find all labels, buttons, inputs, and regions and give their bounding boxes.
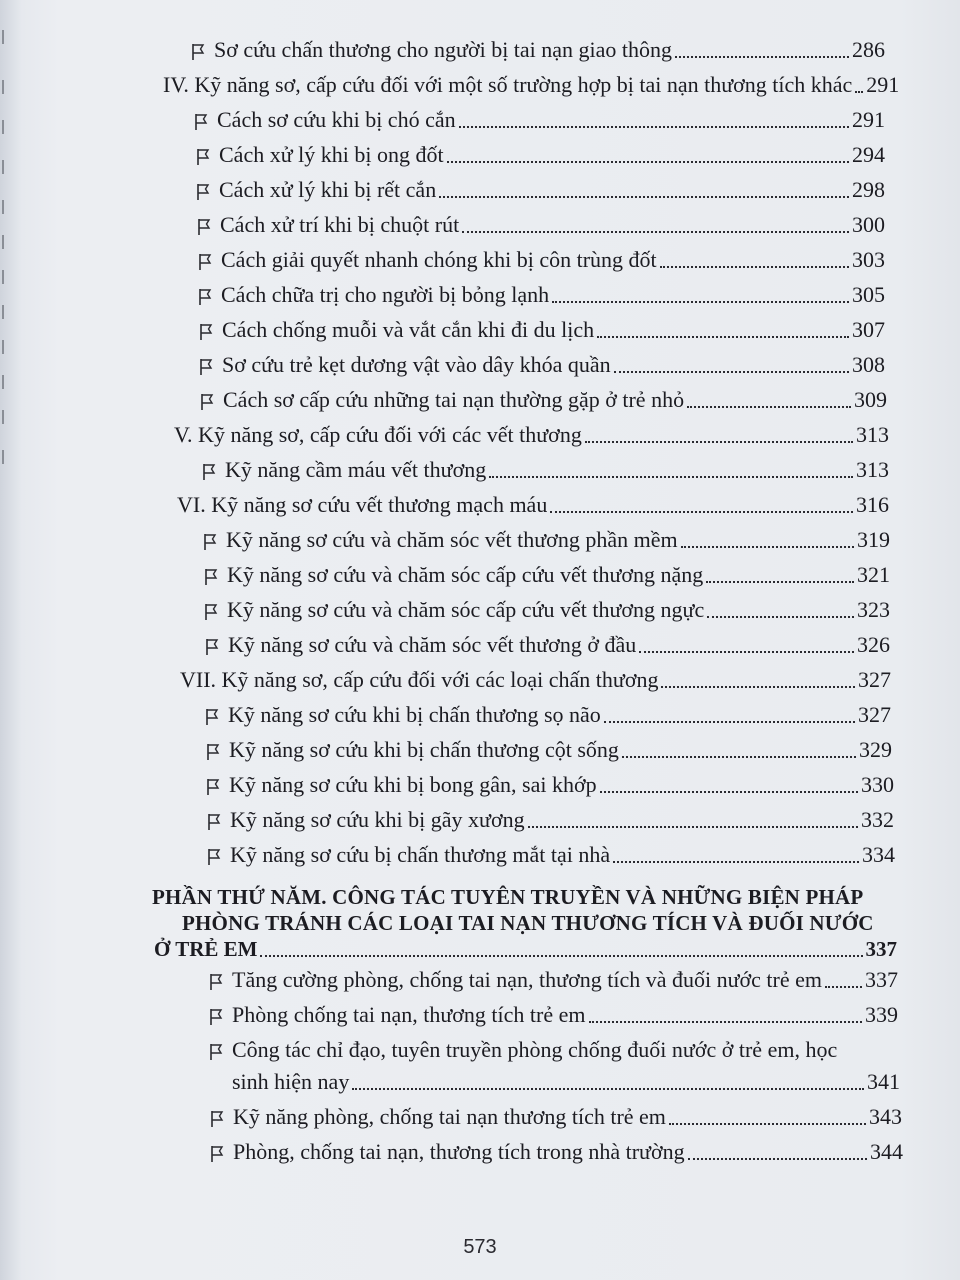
- dot-leader: [352, 1088, 864, 1090]
- toc-page-number: 341: [867, 1069, 900, 1094]
- dot-leader: [614, 371, 849, 373]
- toc-page-number: 286: [852, 37, 885, 62]
- toc-page-number: 321: [857, 562, 890, 587]
- dot-leader: [489, 476, 853, 478]
- toc-entry-title: Tăng cường phòng, chống tai nạn, thương tích và đuối nước trẻ em: [232, 967, 822, 992]
- dot-leader: [597, 336, 849, 338]
- toc-entry-title: Kỹ năng sơ cứu khi bị chấn thương sọ não: [228, 702, 601, 727]
- dot-leader: [622, 756, 856, 758]
- toc-section-entry[interactable]: [177, 491, 889, 519]
- toc-page-number: 300: [852, 212, 885, 237]
- page-flag-icon: [202, 533, 218, 551]
- toc-item-entry[interactable]: [190, 36, 885, 64]
- dot-leader: [439, 196, 849, 198]
- page-flag-icon: [203, 603, 219, 621]
- toc-entry-title-continued: sinh hiện nay: [232, 1069, 350, 1094]
- dot-leader: [528, 826, 858, 828]
- dot-leader: [550, 511, 853, 513]
- toc-entry-title: Cách chữa trị cho người bị bỏng lạnh: [221, 282, 550, 307]
- toc-entry-title: Cách sơ cấp cứu những tai nạn thường gặp ở trẻ nhỏ: [223, 387, 685, 412]
- toc-entry-title: Kỹ năng sơ cứu và chăm sóc cấp cứu vết thương ngực: [227, 597, 705, 622]
- toc-page-number: 291: [852, 107, 885, 132]
- part-heading-line-3[interactable]: [154, 935, 897, 963]
- toc-page-number: 308: [852, 352, 885, 377]
- toc-item-entry[interactable]: [204, 631, 890, 659]
- toc-item-entry[interactable]: [201, 456, 889, 484]
- page-flag-icon: [203, 568, 219, 586]
- dot-leader: [613, 861, 859, 863]
- toc-entry-title: Cách xử trí khi bị chuột rút: [220, 212, 460, 237]
- dot-leader: [706, 581, 854, 583]
- toc-section-entry[interactable]: [163, 71, 900, 99]
- page-flag-icon: [197, 253, 213, 271]
- toc-page-number: 307: [852, 317, 885, 342]
- toc-page-number: 343: [869, 1104, 902, 1129]
- part-heading-line-1[interactable]: PHẦN THỨ NĂM. CÔNG TÁC TUYÊN TRUYỀN VÀ NHỮNG BIỆN PHÁP: [152, 885, 864, 909]
- toc-entry-title: Kỹ năng sơ cứu khi bị gãy xương: [230, 807, 525, 832]
- toc-entry-title: Kỹ năng sơ cứu khi bị chấn thương cột sống: [229, 737, 619, 762]
- page-number: 573: [463, 1236, 497, 1258]
- page-flag-icon: [204, 638, 220, 656]
- part-heading-line-2[interactable]: PHÒNG TRÁNH CÁC LOẠI TAI NẠN THƯƠNG TÍCH VÀ ĐUỐI NƯỚC: [182, 911, 874, 935]
- toc-entry-title: IV. Kỹ năng sơ, cấp cứu đối với một số trường hợp bị tai nạn thương tích khác: [163, 72, 853, 97]
- toc-page-number: 326: [857, 632, 890, 657]
- toc-item-entry[interactable]: [209, 1138, 903, 1166]
- toc-item-entry[interactable]: [208, 1036, 900, 1064]
- page-flag-icon: [195, 183, 211, 201]
- dot-leader: [589, 1021, 863, 1023]
- toc-entry-title: Kỹ năng sơ cứu và chăm sóc cấp cứu vết thương nặng: [227, 562, 704, 587]
- page-flag-icon: [204, 708, 220, 726]
- toc-entry-title: Cách xử lý khi bị rết cắn: [219, 177, 437, 202]
- toc-item-entry[interactable]: [195, 141, 885, 169]
- page-flag-icon: [201, 463, 217, 481]
- page-flag-icon: [209, 1145, 225, 1163]
- toc-entry-title: Cách xử lý khi bị ong đốt: [219, 142, 444, 167]
- dot-leader: [459, 126, 849, 128]
- toc-page-number: 327: [858, 702, 891, 727]
- dot-leader: [639, 651, 854, 653]
- binding-edge: [0, 20, 14, 480]
- toc-page-number: 309: [854, 387, 887, 412]
- toc-page-number: 332: [861, 807, 894, 832]
- toc-page-number: 305: [852, 282, 885, 307]
- toc-item-entry-continuation[interactable]: [232, 1068, 900, 1096]
- toc-item-entry[interactable]: [198, 351, 885, 379]
- toc-entry-title: Kỹ năng cầm máu vết thương: [225, 457, 487, 482]
- toc-entry-title: VII. Kỹ năng sơ, cấp cứu đối với các loại chấn thương: [180, 667, 659, 692]
- page-flag-icon: [190, 43, 206, 61]
- toc-page-number: 313: [856, 422, 889, 447]
- dot-leader: [661, 686, 855, 688]
- toc-page-number: 330: [861, 772, 894, 797]
- page-flag-icon: [206, 848, 222, 866]
- page-flag-icon: [208, 1043, 224, 1061]
- toc-section-entry[interactable]: [174, 421, 889, 449]
- dot-leader: [687, 406, 851, 408]
- toc-entry-title: Kỹ năng sơ cứu và chăm sóc vết thương ở đầu: [228, 632, 637, 657]
- toc-page-number: 334: [862, 842, 895, 867]
- toc-entry-title: V. Kỹ năng sơ, cấp cứu đối với các vết thương: [174, 422, 582, 447]
- toc-item-entry[interactable]: [209, 1103, 902, 1131]
- toc-entry-title: Cách sơ cứu khi bị chó cắn: [217, 107, 456, 132]
- dot-leader: [675, 56, 849, 58]
- dot-leader: [585, 441, 853, 443]
- toc-item-entry[interactable]: [203, 561, 890, 589]
- toc-entry-title: Cách chống muỗi và vắt cắn khi đi du lịch: [222, 317, 595, 342]
- toc-entry-title: Cách giải quyết nhanh chóng khi bị côn trùng đốt: [221, 247, 657, 272]
- page-flag-icon: [206, 813, 222, 831]
- toc-item-entry[interactable]: [206, 841, 895, 869]
- dot-leader: [669, 1123, 866, 1125]
- toc-page-number: 303: [852, 247, 885, 272]
- toc-item-entry[interactable]: [203, 596, 890, 624]
- toc-page-number: 329: [859, 737, 892, 762]
- page-flag-icon: [208, 1008, 224, 1026]
- toc-item-entry[interactable]: [205, 736, 892, 764]
- page-flag-icon: [193, 113, 209, 131]
- toc-entry-title: Công tác chỉ đạo, tuyên truyền phòng chống đuối nước ở trẻ em, học: [232, 1037, 838, 1062]
- toc-entry-title: Kỹ năng phòng, chống tai nạn thương tích trẻ em: [233, 1104, 666, 1129]
- toc-page-number: 319: [857, 527, 890, 552]
- toc-entry-title: Phòng chống tai nạn, thương tích trẻ em: [232, 1002, 586, 1027]
- page-flag-icon: [195, 148, 211, 166]
- toc-item-entry[interactable]: [198, 316, 885, 344]
- toc-item-entry[interactable]: [204, 701, 891, 729]
- toc-entry-title: Kỹ năng sơ cứu khi bị bong gân, sai khớp: [229, 772, 597, 797]
- dot-leader: [462, 231, 849, 233]
- toc-page-number: 323: [857, 597, 890, 622]
- toc-page-number: 294: [852, 142, 885, 167]
- toc-entry-title: Kỹ năng sơ cứu và chăm sóc vết thương phần mềm: [226, 527, 678, 552]
- page-flag-icon: [198, 323, 214, 341]
- toc-item-entry[interactable]: [193, 106, 885, 134]
- dot-leader: [707, 616, 854, 618]
- page-flag-icon: [198, 358, 214, 376]
- dot-leader: [447, 161, 849, 163]
- toc-item-entry[interactable]: [199, 386, 887, 414]
- toc-item-entry[interactable]: [205, 771, 894, 799]
- dot-leader: [855, 91, 863, 93]
- toc-section-entry[interactable]: [180, 666, 891, 694]
- toc-page-number: 327: [858, 667, 891, 692]
- toc-page-number: 337: [865, 937, 897, 961]
- dot-leader: [660, 266, 849, 268]
- dot-leader: [604, 721, 855, 723]
- dot-leader: [552, 301, 849, 303]
- page-flag-icon: [205, 778, 221, 796]
- toc-item-entry[interactable]: [197, 246, 885, 274]
- toc-page-number: 337: [865, 967, 898, 992]
- toc-entry-title: Sơ cứu chấn thương cho người bị tai nạn giao thông: [214, 37, 673, 62]
- page-flag-icon: [209, 1110, 225, 1128]
- toc-page-number: 316: [856, 492, 889, 517]
- toc-item-entry[interactable]: [197, 281, 885, 309]
- toc-page-number: 339: [865, 1002, 898, 1027]
- toc-item-entry[interactable]: [202, 526, 890, 554]
- toc-entry-title: Phòng, chống tai nạn, thương tích trong nhà trường: [233, 1139, 685, 1164]
- toc-item-entry[interactable]: [206, 806, 894, 834]
- toc-page-number: 298: [852, 177, 885, 202]
- page-flag-icon: [199, 393, 215, 411]
- page-flag-icon: [205, 743, 221, 761]
- toc-page-number: 344: [870, 1139, 903, 1164]
- toc-entry-title: Sơ cứu trẻ kẹt dương vật vào dây khóa quần: [222, 352, 611, 377]
- toc-page-number: 291: [866, 72, 900, 97]
- toc-item-entry[interactable]: [208, 1001, 898, 1029]
- dot-leader: [688, 1158, 867, 1160]
- toc-item-entry[interactable]: [195, 176, 885, 204]
- page-flag-icon: [196, 218, 212, 236]
- page-flag-icon: [208, 973, 224, 991]
- dot-leader: [825, 986, 862, 988]
- dot-leader: [681, 546, 854, 548]
- dot-leader: [600, 791, 858, 793]
- page-flag-icon: [197, 288, 213, 306]
- part-heading-text: Ở TRẺ EM: [154, 937, 258, 961]
- toc-entry-title: Kỹ năng sơ cứu bị chấn thương mắt tại nhà: [230, 842, 611, 867]
- toc-item-entry[interactable]: [196, 211, 885, 239]
- toc-page-number: 313: [856, 457, 889, 482]
- toc-entry-title: VI. Kỹ năng sơ cứu vết thương mạch máu: [177, 492, 548, 517]
- dot-leader: [260, 955, 862, 957]
- toc-item-entry[interactable]: [208, 966, 898, 994]
